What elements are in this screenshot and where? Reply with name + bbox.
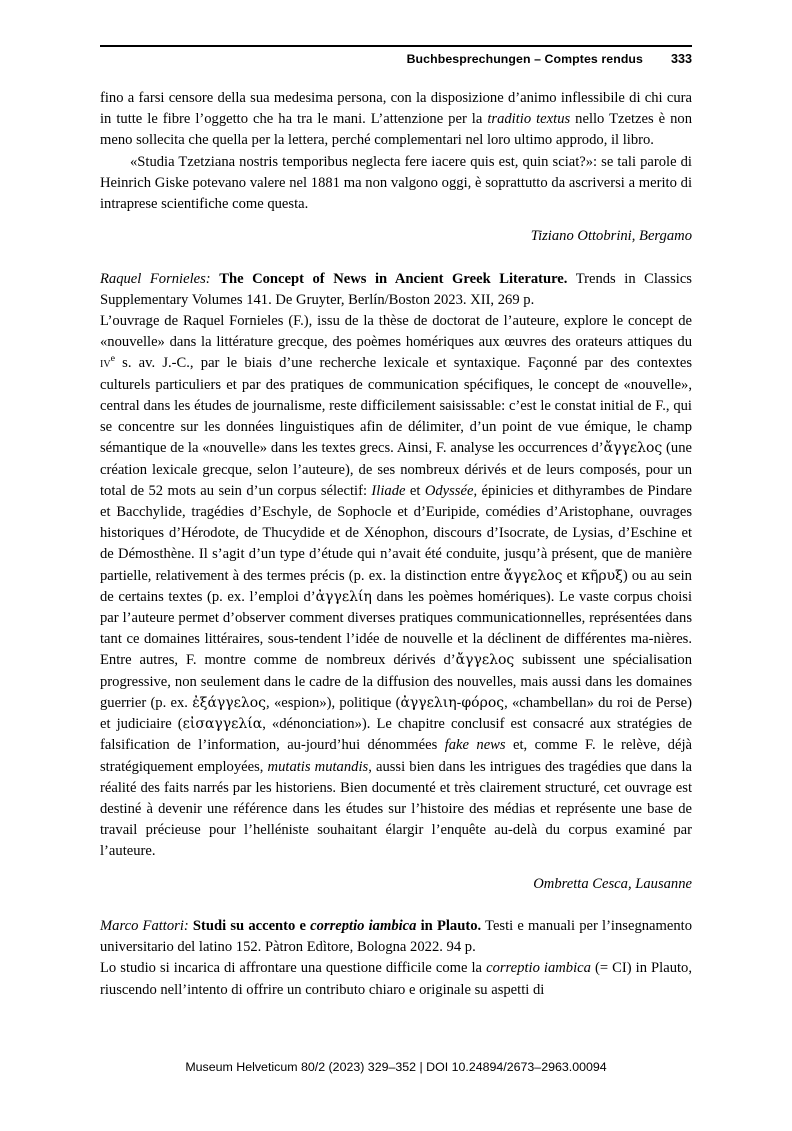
review-signature-1: Tiziano Ottobrini, Bergamo — [530, 228, 692, 245]
r1-text-e: et — [562, 567, 582, 584]
review-2-author: Marco Fattori: — [100, 917, 189, 934]
para-1-italic: traditio textus — [487, 111, 571, 128]
review-1-body — [100, 311, 692, 863]
r1-text-l: et, comme F. le relève, déjà stratégiquement employées, — [100, 737, 692, 775]
r1-text-d: , épinicies et dithyrambes de Pindare et Bacchylide, tragédies d’Eschyle, de Sophocle et d’Euripide, comédies d’Aristophane, ouvrages historiques d’Hérodote, de Thucydide et de Xénophon, discours d’Isocrate, de Lysias, d’Eschine et de Démosthène. Il s’agit d’un type d’étude qui n’avait été conduite, jusqu’à présent, que de manière partielle, relativement à des termes précis (p. ex. la distinction entre — [100, 482, 692, 584]
r1-text-m: , aussi bien dans les intrigues des tragédies que dans la réalité des faits narrés par les historiens. Bien documenté et très clairement structuré, cet ouvrage est destiné à devenir une référence dans les études sur l’histoire des médias et représente une base de travail précieuse pour l’helléniste souhaitant élargir l’enquête au-delà du corpus examiné par l’auteure. — [100, 758, 693, 860]
para-1-text: fino a farsi censore della sua medesima persona, con la disposizione d’animo inflessibile di chi cura in tutte le fibre l’oggetto che ha tra le mani. L’attenzione per la — [100, 90, 692, 128]
review-2-body — [100, 958, 692, 1000]
review-2-heading — [100, 916, 692, 958]
r1-greek-8: εἰσαγγελία — [182, 716, 263, 733]
r1-century: iv — [100, 355, 111, 372]
r2-text-b: (= CI) in Plauto, riuscendo nell’intento di offrire un contributo chiaro e originale su aspetti di — [100, 960, 693, 998]
review-2-imprint: Testi e manuali per l’insegnamento universitario del latino 152. Pàtron Edìtore, Bologna 2022. 94 p. — [100, 917, 692, 956]
review-1-imprint: Trends in Classics Supplementary Volumes 141. De Gruyter, Berlín/Boston 2023. XII, 269 p. — [100, 270, 692, 308]
r1-century-sup: e — [110, 353, 115, 365]
review-2-title-b: in Plauto. — [416, 917, 482, 934]
paragraph-continuation — [100, 88, 692, 152]
r1-text-c-mid: et — [405, 482, 425, 499]
review-1-author: Raquel Fornieles: — [100, 270, 211, 287]
r1-text-a: L’ouvrage de Raquel Fornieles (F.), issu de la thèse de doctorat de l’auteure, explore le concept de «nouvelle» dans la littérature grecque, des poèmes homériques aux œuvres des orateurs attiques du — [100, 312, 692, 351]
r1-odyssee: Odyssée — [424, 482, 474, 499]
r1-text-h: subissent une spécialisation progressive, non seulement dans le cadre de la diffusion des nouvelles, mais aussi dans les domaines guerrier (p. ex. — [100, 652, 693, 711]
r1-text-i: , «espion»), politique ( — [266, 694, 401, 711]
running-head — [100, 45, 692, 66]
page-footer: Museum Helveticum 80/2 (2023) 329–352 | DOI 10.24894/2673–2963.00094 — [185, 1060, 607, 1074]
r2-correptio: correptio iambica — [486, 960, 591, 977]
r1-text-c: (une création lexicale grecque, selon l’auteure), de ses nombreux dérivés et de leurs composés, pour un total de 52 mots au sein d’un corpus sélectif: — [100, 440, 692, 499]
r1-greek-6: ἐξάγγελος — [192, 694, 267, 711]
r1-greek-3: κῆρυξ — [581, 567, 623, 584]
para-1-continued: nello Tzetzes è non meno sollecita che quella per la lettera, perché complementari nel loro ultimo approdo, il libro. — [100, 111, 692, 149]
review-1-heading — [100, 269, 692, 311]
r1-iliade: Iliade — [371, 482, 406, 499]
r1-mutatis: mutatis mutandis — [267, 758, 369, 775]
review-2-title-a: Studi su accento e — [192, 917, 311, 934]
review-signature-2: Ombretta Cesca, Lausanne — [533, 875, 692, 892]
r1-text-g: dans les poèmes homériques). Le vaste corpus choisi par l’auteure permet d’observer comment diverses pratiques communicationnelles, représentées dans tant ce domaines littéraires, sous-tendent l’idée de nouvelle et la déclinent de différentes ma-nières. Entre autres, F. montre comme de nombreux dérivés d’ — [100, 588, 693, 669]
r1-greek-1: ἄγγελος — [603, 440, 663, 457]
review-1-title: The Concept of News in Ancient Greek Literature. — [219, 270, 568, 287]
article-body — [100, 88, 692, 1001]
spacer — [100, 248, 692, 269]
r1-greek-5: ἄγγελος — [455, 652, 515, 669]
r2-text-a: Lo studio si incarica di affrontare una questione difficile come la — [100, 960, 487, 977]
r1-text-f: ) ou au sein de certains textes (p. ex. l’emploi d’ — [100, 567, 692, 605]
running-head-title: Buchbesprechungen – Comptes rendus — [406, 52, 643, 66]
r1-greek-2: ἄγγελος — [503, 567, 563, 584]
r1-greek-4: ἀγγελίη — [315, 588, 372, 605]
review-2-title-italic: correptio iambica — [310, 917, 417, 934]
r1-fake-news: fake news — [444, 737, 506, 754]
r1-text-b: s. av. J.-C., par le biais d’une recherche lexicale et syntaxique. Façonné par des contextes culturels particuliers et par des pratiques de communication spécifiques, le concept de «nouvelle», central dans les études de journalisme, reste difficilement saisissable: c’est le constat initial de F., qui se concentre sur les données linguistiques afin de délimiter, d’un point de vue émique, le champ sémantique de la «nouvelle» dans les textes grecs. Ainsi, F. analyse les occurrences d’ — [100, 355, 692, 457]
paragraph-quote: «Studia Tzetziana nostris temporibus neglecta fere iacere quis est, quin sciat?»: se tali parole di Heinrich Giske potevano valere nel 1881 ma non valgono oggi, è soprattutto da ascriversi a merito di intraprese scientifiche come questa. — [100, 153, 692, 213]
r1-text-k: , «dénonciation»). Le chapitre conclusif est consacré aux stratégies de falsification de l’information, au-jourd’hui dénommées — [100, 716, 693, 754]
spacer — [100, 895, 692, 916]
r1-text-j: , «chambellan» du roi de Perse) et judiciaire ( — [100, 694, 692, 733]
page-number: 333 — [670, 52, 692, 66]
r1-greek-7: ἀγγελιη-φόρος — [400, 694, 505, 711]
